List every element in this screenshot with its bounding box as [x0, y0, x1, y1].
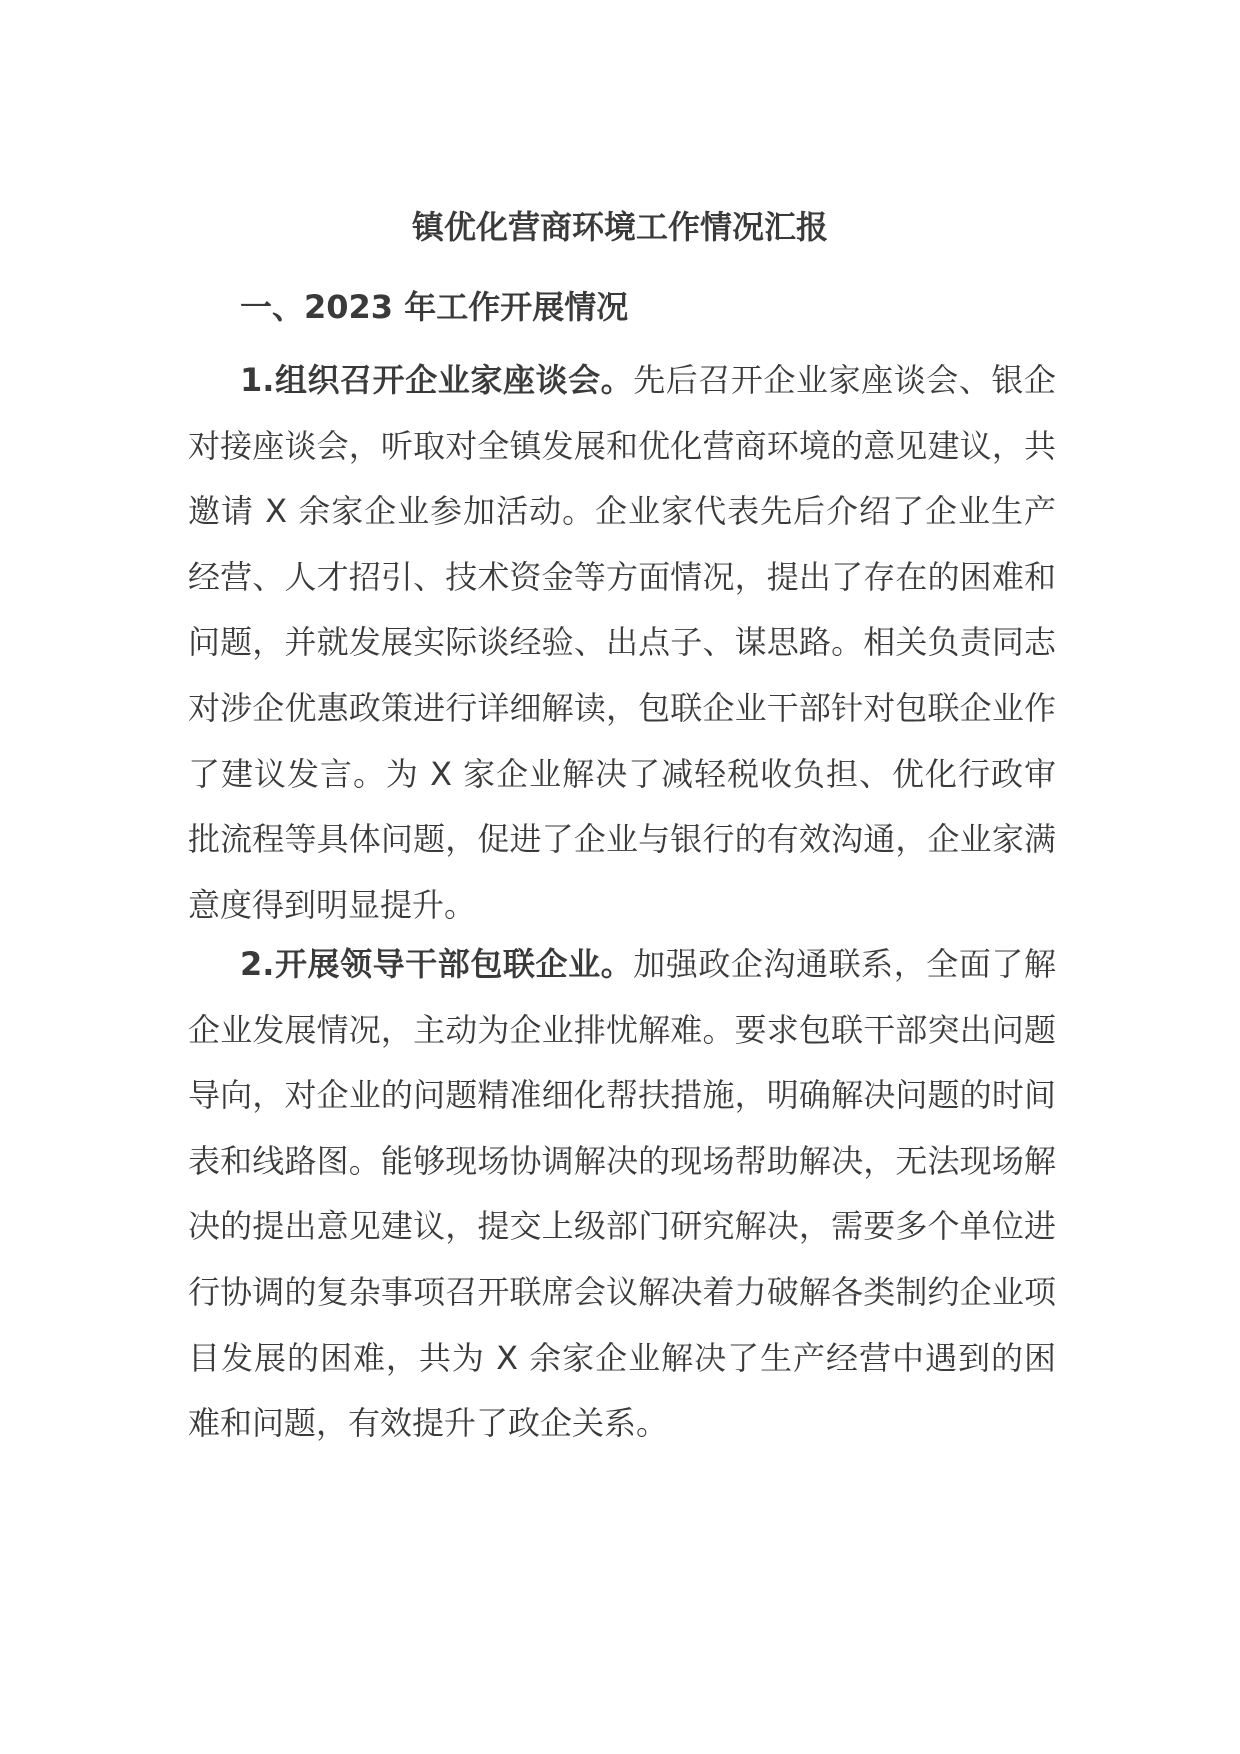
paragraph-2-lead: 2.开展领导干部包联企业。: [240, 945, 634, 983]
section-heading: 一、2023 年工作开展情况: [240, 288, 629, 326]
paragraph-2: [188, 932, 1056, 1457]
paragraph-1-lead: 1.组织召开企业家座谈会。: [240, 361, 634, 399]
paragraph-1-body: 先后召开企业家座谈会、银企对接座谈会，听取对全镇发展和优化营商环境的意见建议，共邀请 X 余家企业参加活动。企业家代表先后介绍了企业生产经营、人才招引、技术资金等方面情况，提出了存在的困难和问题，并就发展实际谈经验、出点子、谋思路。相关负责同志对涉企优惠政策进行详细解读，包联企业干部针对包联企业作了建议发言。为 X 家企业解决了减轻税收负担、优化行政审批流程等具体问题，促进了企业与银行的有效沟通，企业家满意度得到明显提升。: [188, 361, 1056, 924]
paragraph-1: [188, 348, 1056, 938]
document-title: 镇优化营商环境工作情况汇报: [411, 208, 828, 246]
paragraph-2-body: 加强政企沟通联系，全面了解企业发展情况，主动为企业排忧解难。要求包联干部突出问题导向，对企业的问题精准细化帮扶措施，明确解决问题的时间表和线路图。能够现场协调解决的现场帮助解决，无法现场解决的提出意见建议，提交上级部门研究解决，需要多个单位进行协调的复杂事项召开联席会议解决着力破解各类制约企业项目发展的困难，共为 X 余家企业解决了生产经营中遇到的困难和问题，有效提升了政企关系。: [188, 945, 1056, 1443]
